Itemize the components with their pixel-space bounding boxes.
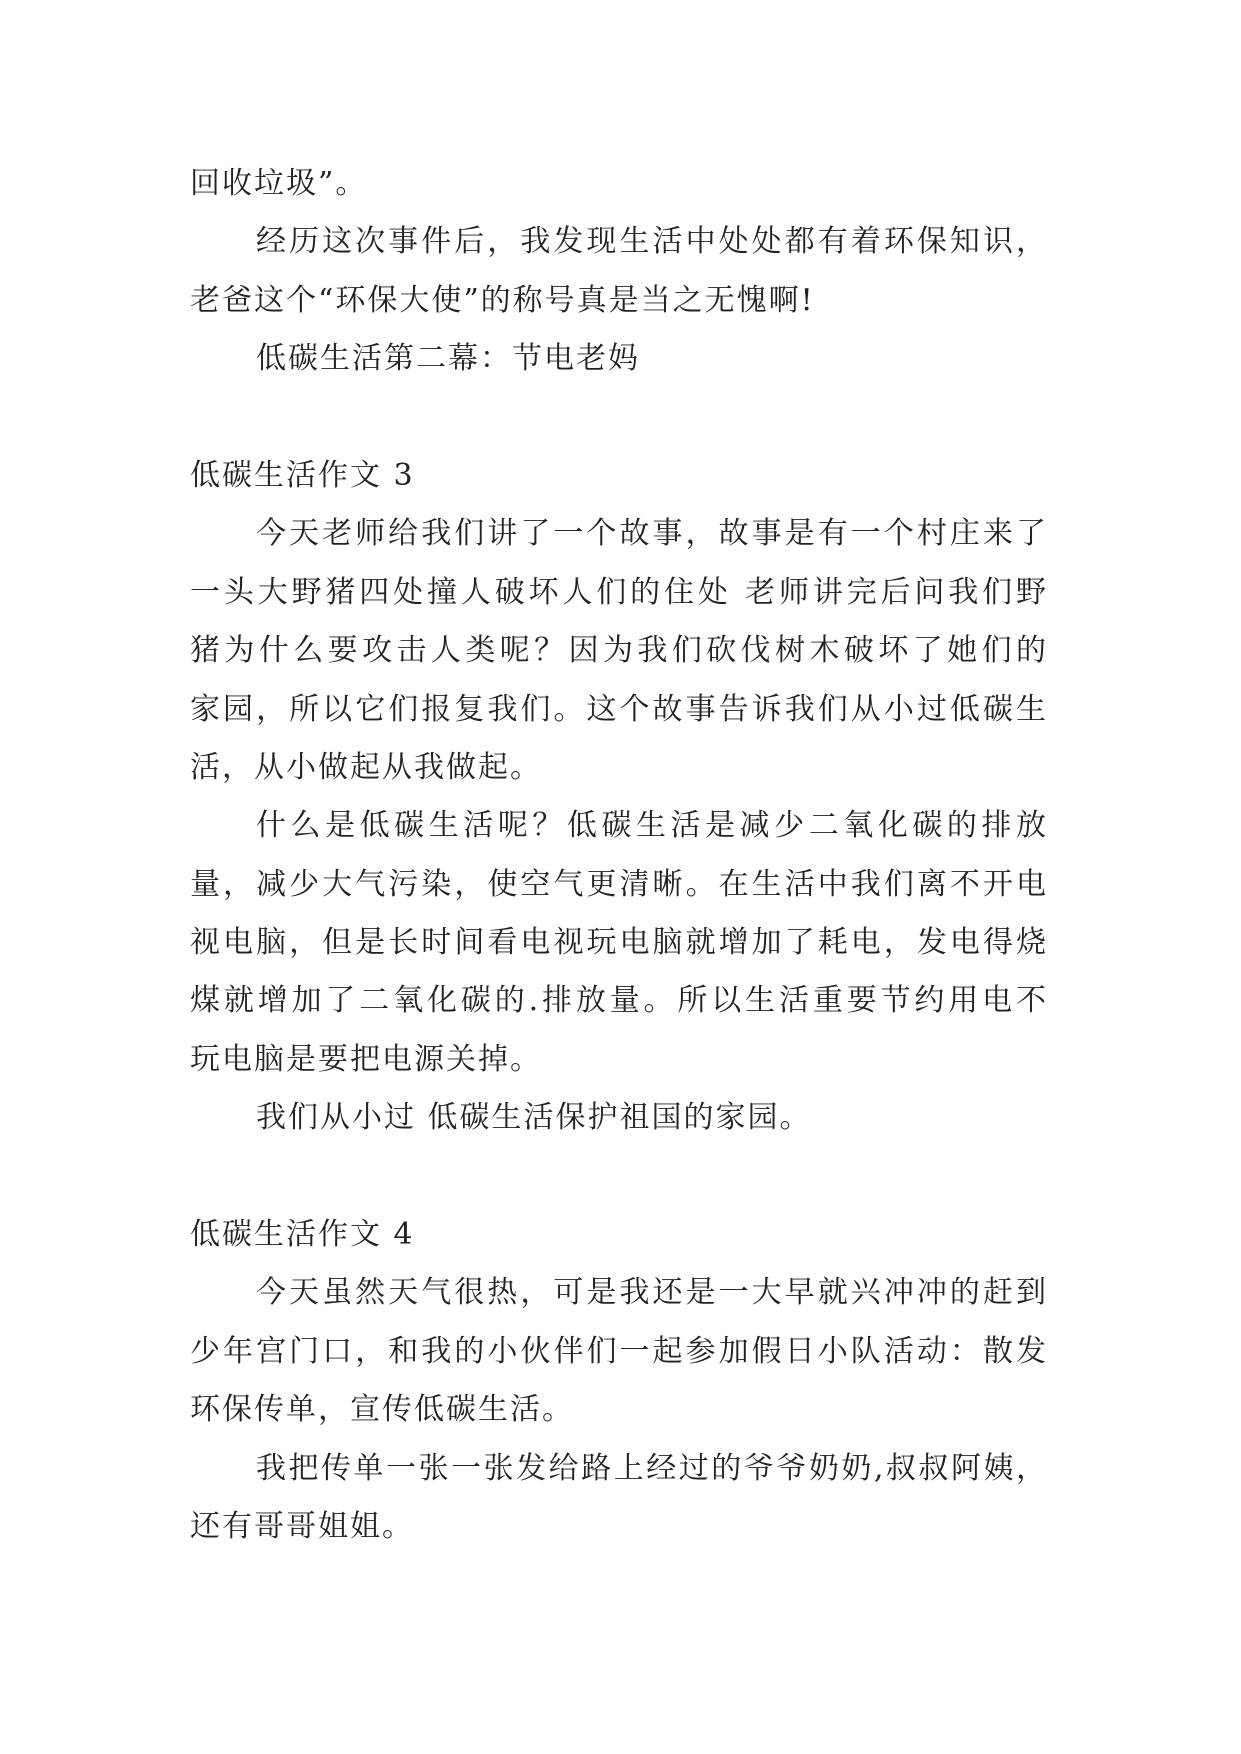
text-line: 煤就增加了二氧化碳的.排放量。所以生活重要节约用电不	[190, 983, 1048, 1019]
paragraph	[190, 330, 1048, 388]
section	[190, 1206, 1048, 1556]
text-line: 量，减少大气污染，使空气更清晰。在生活中我们离不开电	[190, 866, 1048, 902]
document-body	[190, 155, 1048, 1556]
text-line: 我把传单一张一张发给路上经过的爷爷奶奶,叔叔阿姨，	[256, 1450, 1048, 1486]
text-line: 老爸这个“环保大使”的称号真是当之无愧啊!	[190, 282, 815, 318]
text-line: 经历这次事件后，我发现生活中处处都有着环保知识，	[256, 224, 1048, 260]
section-heading: 低碳生活作文 3	[190, 457, 415, 493]
section	[190, 155, 1048, 389]
text-line: 活，从小做起从我做起。	[190, 749, 542, 785]
text-line: 环保传单，宣传低碳生活。	[190, 1392, 574, 1428]
text-line: 今天老师给我们讲了一个故事，故事是有一个村庄来了	[256, 516, 1048, 552]
text-line: 我们从小过 低碳生活保护祖国的家园。	[256, 1100, 812, 1136]
text-line: 家园，所以它们报复我们。这个故事告诉我们从小过低碳生	[190, 691, 1048, 727]
paragraph	[190, 1264, 1048, 1439]
paragraph	[190, 505, 1048, 797]
paragraph	[190, 797, 1048, 1089]
text-line: 猪为什么要攻击人类呢？因为我们砍伐树木破坏了她们的	[190, 633, 1048, 669]
section-heading: 低碳生活作文 4	[190, 1217, 415, 1253]
text-line: 还有哥哥姐姐。	[190, 1508, 414, 1544]
text-line: 低碳生活第二幕：节电老妈	[256, 341, 640, 377]
text-line: 视电脑，但是长时间看电视玩电脑就增加了耗电，发电得烧	[190, 925, 1048, 961]
text-line: 少年宫门口，和我的小伙伴们一起参加假日小队活动：散发	[190, 1333, 1048, 1369]
paragraph	[190, 155, 1048, 213]
text-line: 今天虽然天气很热，可是我还是一大早就兴冲冲的赶到	[256, 1275, 1048, 1311]
text-line: 一头大野猪四处撞人破坏人们的住处 老师讲完后问我们野	[190, 574, 1048, 610]
text-line: 玩电脑是要把电源关掉。	[190, 1041, 542, 1077]
section	[190, 447, 1048, 1148]
paragraph	[190, 1089, 1048, 1147]
paragraph	[190, 1440, 1048, 1557]
text-line: 回收垃圾”。	[190, 166, 368, 201]
paragraph	[190, 213, 1048, 330]
text-line: 什么是低碳生活呢？低碳生活是减少二氧化碳的排放	[256, 808, 1048, 844]
